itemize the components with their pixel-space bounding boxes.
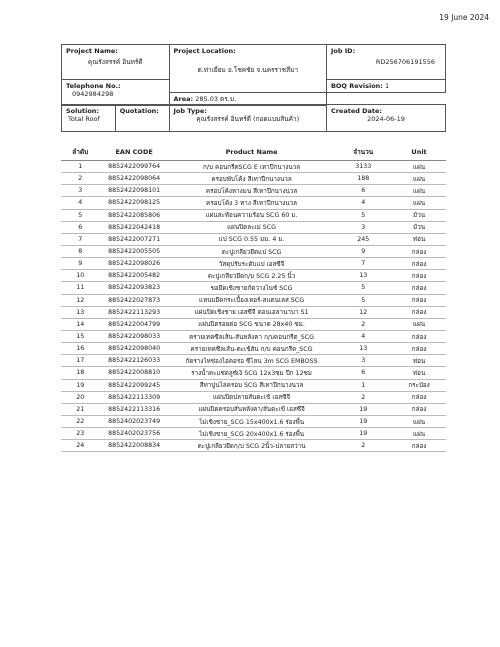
unit: กล่อง bbox=[392, 403, 446, 415]
quantity: 19 bbox=[334, 428, 392, 440]
area-label: Area: bbox=[173, 95, 194, 104]
quantity: 2 bbox=[334, 440, 392, 452]
area-value: 285.03 ตร.ม. bbox=[195, 95, 237, 104]
unit: แผ่น bbox=[392, 173, 446, 185]
product-name: วัสดุปรับระดับแป เอสซีจี bbox=[169, 258, 335, 270]
quantity: 7 bbox=[334, 258, 392, 270]
solution-cell bbox=[62, 105, 116, 132]
project-info-table bbox=[61, 44, 446, 106]
unit: ท่อน bbox=[392, 355, 446, 367]
product-name: แผ่นปิดครอบสันหลังคา/สันตะเข้ เอสซีจี bbox=[169, 403, 335, 415]
job-type-value: คุณรังสรรค์ อินทร์ดี (กอดแบมสินค้า) bbox=[196, 115, 300, 124]
row-index: 12 bbox=[61, 294, 100, 306]
col-header-ean: EAN CODE bbox=[100, 143, 169, 161]
row-index: 11 bbox=[61, 282, 100, 294]
job-type-label: Job Type: bbox=[173, 107, 207, 115]
project-name-cell bbox=[62, 45, 170, 80]
product-name: รางน้ำตะแช่ดลูซ์เงิ SCG 12x3ซม ปีก 12ซม bbox=[169, 367, 335, 379]
unit: แผ่น bbox=[392, 428, 446, 440]
table-row bbox=[61, 391, 446, 403]
col-header-index: ลำดับ bbox=[61, 143, 100, 161]
table-row bbox=[61, 197, 446, 209]
table-row bbox=[61, 294, 446, 306]
row-index: 14 bbox=[61, 318, 100, 330]
job-info-table bbox=[61, 104, 446, 132]
col-header-product: Product Name bbox=[169, 143, 335, 161]
unit: กล่อง bbox=[392, 391, 446, 403]
product-name: ไม่เชิงชาย_SCG 15x400x1.6 ร่องพื้น bbox=[169, 415, 335, 427]
unit: กล่อง bbox=[392, 440, 446, 452]
ean-code: 8852422005482 bbox=[100, 270, 169, 282]
row-index: 20 bbox=[61, 391, 100, 403]
quantity: 2 bbox=[334, 318, 392, 330]
table-row bbox=[61, 403, 446, 415]
job-type-cell bbox=[169, 105, 326, 132]
unit: กล่อง bbox=[392, 258, 446, 270]
row-index: 19 bbox=[61, 379, 100, 391]
row-index: 10 bbox=[61, 270, 100, 282]
ean-code: 8852422085806 bbox=[100, 209, 169, 221]
job-id-cell bbox=[326, 45, 445, 80]
ean-code: 8852422027873 bbox=[100, 294, 169, 306]
quantity: 188 bbox=[334, 173, 392, 185]
ean-code: 8852422098101 bbox=[100, 185, 169, 197]
row-index: 5 bbox=[61, 209, 100, 221]
quantity: 19 bbox=[334, 403, 392, 415]
product-name: แป SCG 0.55 มม. 4 ม. bbox=[169, 233, 335, 245]
quantity: 2 bbox=[334, 391, 392, 403]
unit: กล่อง bbox=[392, 245, 446, 257]
unit: ท่อน bbox=[392, 233, 446, 245]
quotation-cell bbox=[115, 105, 169, 132]
ean-code: 8852422008834 bbox=[100, 440, 169, 452]
quantity: 5 bbox=[334, 209, 392, 221]
ean-code: 8852402023749 bbox=[100, 415, 169, 427]
table-row bbox=[61, 258, 446, 270]
table-row bbox=[61, 379, 446, 391]
ean-code: 8852422098125 bbox=[100, 197, 169, 209]
unit: กระป๋อง bbox=[392, 379, 446, 391]
created-date-cell bbox=[326, 105, 445, 132]
table-row bbox=[61, 367, 446, 379]
ean-code: 8852422004799 bbox=[100, 318, 169, 330]
product-name: กัดรางไหช่องไอ่คอรอ ซีไลน 3m SCG EMBOSS bbox=[169, 355, 335, 367]
product-name: แหนบยึดกระเบื้องเทอร์-สแตนเลส SCG bbox=[169, 294, 335, 306]
unit: แผ่น bbox=[392, 318, 446, 330]
quantity: 13 bbox=[334, 270, 392, 282]
unit: ม้วน bbox=[392, 221, 446, 233]
unit: กล่อง bbox=[392, 306, 446, 318]
table-row bbox=[61, 161, 446, 173]
report-date: 19 June 2024 bbox=[439, 13, 489, 22]
unit: กล่อง bbox=[392, 294, 446, 306]
row-index: 17 bbox=[61, 355, 100, 367]
row-index: 22 bbox=[61, 415, 100, 427]
ean-code: 8852422098064 bbox=[100, 173, 169, 185]
product-name: ครายเทคซีลเส้น-ตะเข้สัน ก/บ คอนกรีต_SCG bbox=[169, 343, 335, 355]
telephone-cell bbox=[62, 80, 170, 106]
row-index: 3 bbox=[61, 185, 100, 197]
job-id-label: Job ID: bbox=[330, 47, 356, 55]
product-name: แผ่นปิดละเม่ SCG bbox=[169, 221, 335, 233]
quantity: 245 bbox=[334, 233, 392, 245]
product-name: แผ่นสะท้อนความร้อน SCG 60 ม. bbox=[169, 209, 335, 221]
table-row bbox=[61, 209, 446, 221]
ean-code: 8852422099764 bbox=[100, 161, 169, 173]
quantity: 5 bbox=[334, 282, 392, 294]
unit: แผ่น bbox=[392, 161, 446, 173]
ean-code: 8852422099245 bbox=[100, 379, 169, 391]
job-id-value: RD256706191556 bbox=[375, 58, 435, 67]
product-name: สีทาปูนไล่ครอบ SCG สีเทาปีกนางนวล bbox=[169, 379, 335, 391]
quantity: 6 bbox=[334, 367, 392, 379]
telephone-value: 0942984298 bbox=[72, 90, 114, 99]
table-row bbox=[61, 428, 446, 440]
unit: ท่อน bbox=[392, 367, 446, 379]
ean-code: 8852422113293 bbox=[100, 306, 169, 318]
table-row bbox=[61, 306, 446, 318]
product-name: ก/บ คอนกรีตSCG E เทาปีกนางนวล bbox=[169, 161, 335, 173]
table-row bbox=[61, 440, 446, 452]
boq-revision-label: BOQ Revision: bbox=[330, 82, 383, 90]
ean-code: 8852422042418 bbox=[100, 221, 169, 233]
ean-code: 8852422126033 bbox=[100, 355, 169, 367]
row-index: 24 bbox=[61, 440, 100, 452]
unit: แผ่น bbox=[392, 415, 446, 427]
product-name: แผ่นปิดปลายสันตะเข้ เอสซีจี bbox=[169, 391, 335, 403]
product-name: ครอบโค้ง 3 ทาง สีเทาปีกนางนวล bbox=[169, 197, 335, 209]
table-row bbox=[61, 233, 446, 245]
row-index: 23 bbox=[61, 428, 100, 440]
row-index: 9 bbox=[61, 258, 100, 270]
unit: กล่อง bbox=[392, 343, 446, 355]
solution-label: Solution: bbox=[66, 107, 100, 115]
boq-revision-cell bbox=[326, 80, 445, 93]
ean-code: 8852422093823 bbox=[100, 282, 169, 294]
unit: แผ่น bbox=[392, 185, 446, 197]
table-row bbox=[61, 343, 446, 355]
unit: ม้วน bbox=[392, 209, 446, 221]
quotation-label: Quotation: bbox=[119, 107, 159, 115]
unit: กล่อง bbox=[392, 282, 446, 294]
table-row bbox=[61, 221, 446, 233]
quantity: 12 bbox=[334, 306, 392, 318]
telephone-label: Telephone No.: bbox=[66, 82, 121, 90]
created-date-label: Created Date: bbox=[330, 107, 383, 115]
project-location-cell bbox=[169, 45, 326, 93]
product-name: ตะปูเกลียวยึดแป SCG bbox=[169, 245, 335, 257]
product-name: ไม่เชิงชาย_SCG 20x400x1.6 ร่องพื้น bbox=[169, 428, 335, 440]
table-row bbox=[61, 318, 446, 330]
table-row bbox=[61, 270, 446, 282]
unit: แผ่น bbox=[392, 197, 446, 209]
items-header-row bbox=[61, 143, 446, 161]
quantity: 19 bbox=[334, 415, 392, 427]
col-header-qty: จำนวน bbox=[334, 143, 392, 161]
product-name: ครอบพับโค้ง สีเทาปีกนางนวล bbox=[169, 173, 335, 185]
quantity: 9 bbox=[334, 245, 392, 257]
table-row bbox=[61, 185, 446, 197]
table-row bbox=[61, 330, 446, 342]
unit: กล่อง bbox=[392, 330, 446, 342]
ean-code: 8852422007271 bbox=[100, 233, 169, 245]
quantity: 1 bbox=[334, 379, 392, 391]
quantity: 6 bbox=[334, 185, 392, 197]
ean-code: 8852422008810 bbox=[100, 367, 169, 379]
row-index: 1 bbox=[61, 161, 100, 173]
solution-value: Total Roof bbox=[68, 115, 100, 124]
unit: กล่อง bbox=[392, 270, 446, 282]
row-index: 2 bbox=[61, 173, 100, 185]
row-index: 18 bbox=[61, 367, 100, 379]
table-row bbox=[61, 245, 446, 257]
ean-code: 8852422113316 bbox=[100, 403, 169, 415]
product-name: ครายเทคซีลเส้น-สันหลังคา ก/บคอนกรีต_SCG bbox=[169, 330, 335, 342]
project-location-label: Project Location: bbox=[173, 47, 236, 55]
row-index: 16 bbox=[61, 343, 100, 355]
product-name: แผ่นปิดรอยต่อ SCG ขนาด 28x40 ซม. bbox=[169, 318, 335, 330]
row-index: 7 bbox=[61, 233, 100, 245]
project-name-value: คุณรังสรรค์ อินทร์ดี bbox=[87, 58, 143, 67]
quantity: 4 bbox=[334, 197, 392, 209]
ean-code: 8852422098040 bbox=[100, 343, 169, 355]
product-name: ครอบโค้งหางมน สีเทาปีกนางนวล bbox=[169, 185, 335, 197]
quantity: 5 bbox=[334, 294, 392, 306]
ean-code: 8852422113309 bbox=[100, 391, 169, 403]
quantity: 3133 bbox=[334, 161, 392, 173]
row-index: 21 bbox=[61, 403, 100, 415]
quantity: 3 bbox=[334, 355, 392, 367]
row-index: 4 bbox=[61, 197, 100, 209]
ean-code: 8852402023756 bbox=[100, 428, 169, 440]
table-row bbox=[61, 173, 446, 185]
row-index: 8 bbox=[61, 245, 100, 257]
quantity: 4 bbox=[334, 330, 392, 342]
product-name: ตะปูเกลียวยึดก/บ SCG 2.25 นิ้ว bbox=[169, 270, 335, 282]
table-row bbox=[61, 282, 446, 294]
ean-code: 8852422098026 bbox=[100, 258, 169, 270]
product-name: ตะปูเกลียวยึดก/บ SCG 2นิ้ว-ปลายสว่าน bbox=[169, 440, 335, 452]
table-row bbox=[61, 415, 446, 427]
table-row bbox=[61, 355, 446, 367]
project-location-value: ต.ท่าเยี่ยม อ.โชคชัย จ.นครราชสีมา bbox=[197, 66, 298, 75]
quantity: 3 bbox=[334, 221, 392, 233]
row-index: 6 bbox=[61, 221, 100, 233]
product-name: ขอยึดเชิงชายกัดวางไนซ์ SCG bbox=[169, 282, 335, 294]
boq-revision-value: 1 bbox=[384, 82, 390, 90]
ean-code: 8852422005505 bbox=[100, 245, 169, 257]
ean-code: 8852422098033 bbox=[100, 330, 169, 342]
row-index: 13 bbox=[61, 306, 100, 318]
quantity: 13 bbox=[334, 343, 392, 355]
project-name-label: Project Name: bbox=[66, 47, 118, 55]
row-index: 15 bbox=[61, 330, 100, 342]
items-table bbox=[61, 143, 446, 452]
col-header-unit: Unit bbox=[392, 143, 446, 161]
created-date-value: 2024-06-19 bbox=[367, 115, 405, 124]
product-name: แผ่นปิดเชิงชาย เอสซีจี ตอนเอลานาบา S1 bbox=[169, 306, 335, 318]
